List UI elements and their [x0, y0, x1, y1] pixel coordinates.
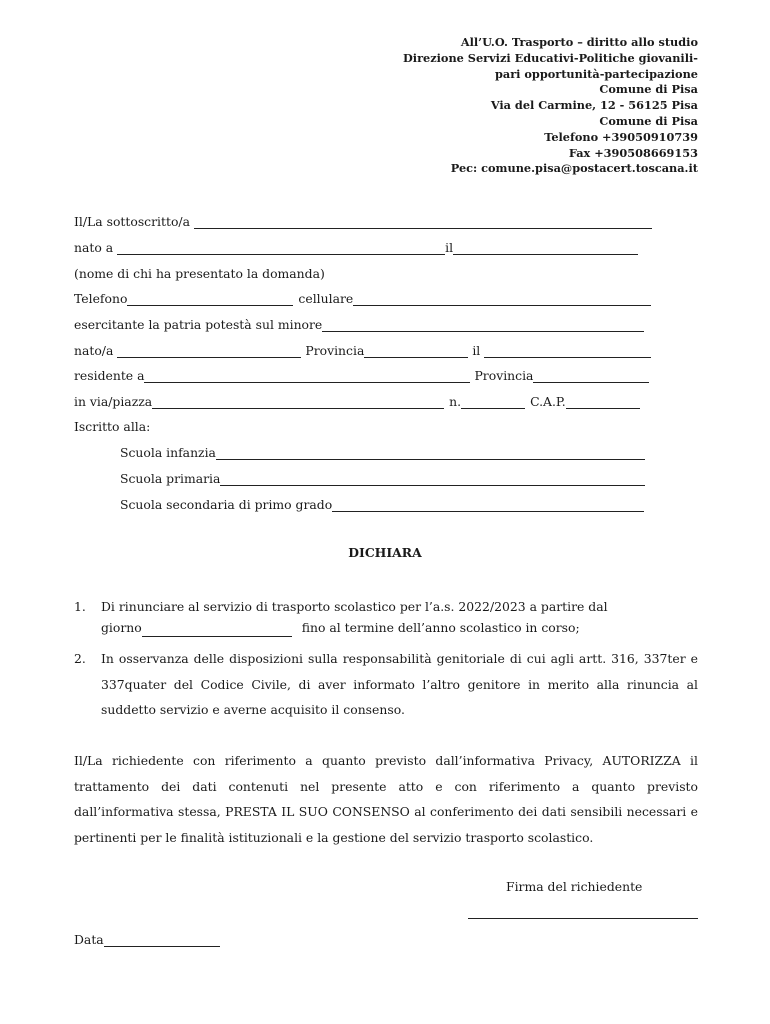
field-il[interactable]	[453, 240, 638, 255]
label-scuola-primaria: Scuola primaria	[120, 471, 221, 486]
label-nato-a: nato a	[74, 240, 114, 255]
label-cap: C.A.P.	[530, 394, 566, 409]
row-scuola-secondaria	[120, 491, 644, 515]
row-patria-potesta	[74, 311, 644, 335]
label-provincia-residenza: Provincia	[474, 368, 534, 383]
label-scuola-secondaria: Scuola secondaria di primo grado	[120, 497, 333, 512]
address-line: Pec: comune.pisa@postacert.toscana.it	[450, 161, 698, 176]
row-telefono	[74, 285, 651, 309]
field-scuola-primaria[interactable]	[220, 471, 645, 486]
label-sottoscritto: Il/La sottoscritto/a	[74, 214, 190, 229]
field-giorno[interactable]	[142, 622, 292, 637]
address-line: Direzione Servizi Educativi-Politiche giovanili-	[403, 50, 698, 65]
row-via-piazza	[74, 388, 640, 412]
field-nato-a[interactable]	[117, 240, 445, 255]
nome-nota: (nome di chi ha presentato la domanda)	[74, 266, 325, 281]
row-residente	[74, 362, 649, 386]
field-cellulare[interactable]	[353, 291, 651, 306]
label-giorno: giorno	[101, 619, 142, 635]
field-scuola-infanzia[interactable]	[216, 445, 645, 460]
label-provincia: Provincia	[305, 343, 365, 358]
field-data[interactable]	[104, 932, 220, 947]
declaration-item-1	[74, 594, 698, 645]
field-minore[interactable]	[322, 317, 644, 332]
row-scuola-infanzia	[120, 439, 645, 463]
recipient-address	[298, 35, 698, 177]
label-scuola-infanzia: Scuola infanzia	[120, 445, 216, 460]
row-date	[74, 930, 220, 950]
address-line: Comune di Pisa	[599, 82, 698, 97]
section-heading: DICHIARA	[348, 545, 422, 560]
address-line: Fax +390508669153	[568, 145, 698, 160]
label-cellulare: cellulare	[298, 291, 354, 306]
item2-text: In osservanza delle disposizioni sulla responsabilità genitoriale di cui agli artt. 316, 337ter e 337quater del Codice Civile, di aver informato l’altro genitore in merito alla rinuncia al suddetto servizio e averne acquisito il consenso.	[101, 651, 698, 718]
signature-label: Firma del richiedente	[506, 879, 643, 894]
label-il: il	[445, 240, 454, 255]
row-sottoscritto	[74, 208, 652, 232]
label-numero: n.	[449, 394, 462, 409]
field-provincia-residenza[interactable]	[533, 368, 649, 383]
label-telefono: Telefono	[74, 291, 128, 306]
label-patria-potesta: esercitante la patria potestà sul minore	[74, 317, 323, 332]
row-iscritto	[74, 413, 150, 437]
row-nome-nota	[74, 260, 325, 284]
label-nato-a-minore: nato/a	[74, 343, 114, 358]
field-data-nascita[interactable]	[484, 343, 651, 358]
item-number: 1.	[74, 599, 86, 614]
field-provincia[interactable]	[364, 343, 468, 358]
address-line: Via del Carmine, 12 - 56125 Pisa	[490, 98, 698, 113]
field-numero[interactable]	[461, 394, 525, 409]
field-cap[interactable]	[566, 394, 640, 409]
declaration-item-2	[74, 646, 698, 723]
item1-text: Di rinunciare al servizio di trasporto scolastico per l’a.s. 2022/2023 a partire dal	[101, 599, 608, 614]
address-line: All’U.O. Trasporto – diritto allo studio	[460, 35, 698, 49]
field-sottoscritto[interactable]	[194, 214, 652, 229]
field-residenza[interactable]	[144, 368, 470, 383]
field-scuola-secondaria[interactable]	[332, 497, 644, 512]
row-nato-a	[74, 234, 638, 258]
signature-field[interactable]	[468, 918, 698, 919]
field-via-piazza[interactable]	[152, 394, 444, 409]
label-iscritto: Iscritto alla:	[74, 419, 151, 434]
label-residente-a: residente a	[74, 368, 145, 383]
field-luogo-nascita[interactable]	[117, 343, 301, 358]
item1-continuation: fino al termine dell’anno scolastico in corso;	[301, 619, 580, 635]
label-data: Data	[74, 932, 104, 947]
item-number: 2.	[74, 651, 86, 666]
address-line: Telefono +39050910739	[544, 129, 698, 144]
privacy-consent-text: Il/La richiedente con riferimento a quanto previsto dall’informativa Privacy, AUTORIZZA il trattamento dei dati contenuti nel presente atto e con riferimento a quanto previsto dall’informativa stessa, PRESTA IL SUO CONSENSO al conferimento dei dati sensibili necessari e pertinenti per le finalità istituzionali e la gestione del servizio trasporto scolastico.	[74, 753, 698, 846]
address-line: Comune di Pisa	[599, 113, 698, 128]
field-telefono[interactable]	[127, 291, 293, 306]
row-nato-a-minore	[74, 337, 651, 361]
label-il-minore: il	[472, 343, 481, 358]
address-line: pari opportunità-partecipazione	[495, 66, 698, 81]
label-via-piazza: in via/piazza	[74, 394, 153, 409]
row-scuola-primaria	[120, 465, 645, 489]
